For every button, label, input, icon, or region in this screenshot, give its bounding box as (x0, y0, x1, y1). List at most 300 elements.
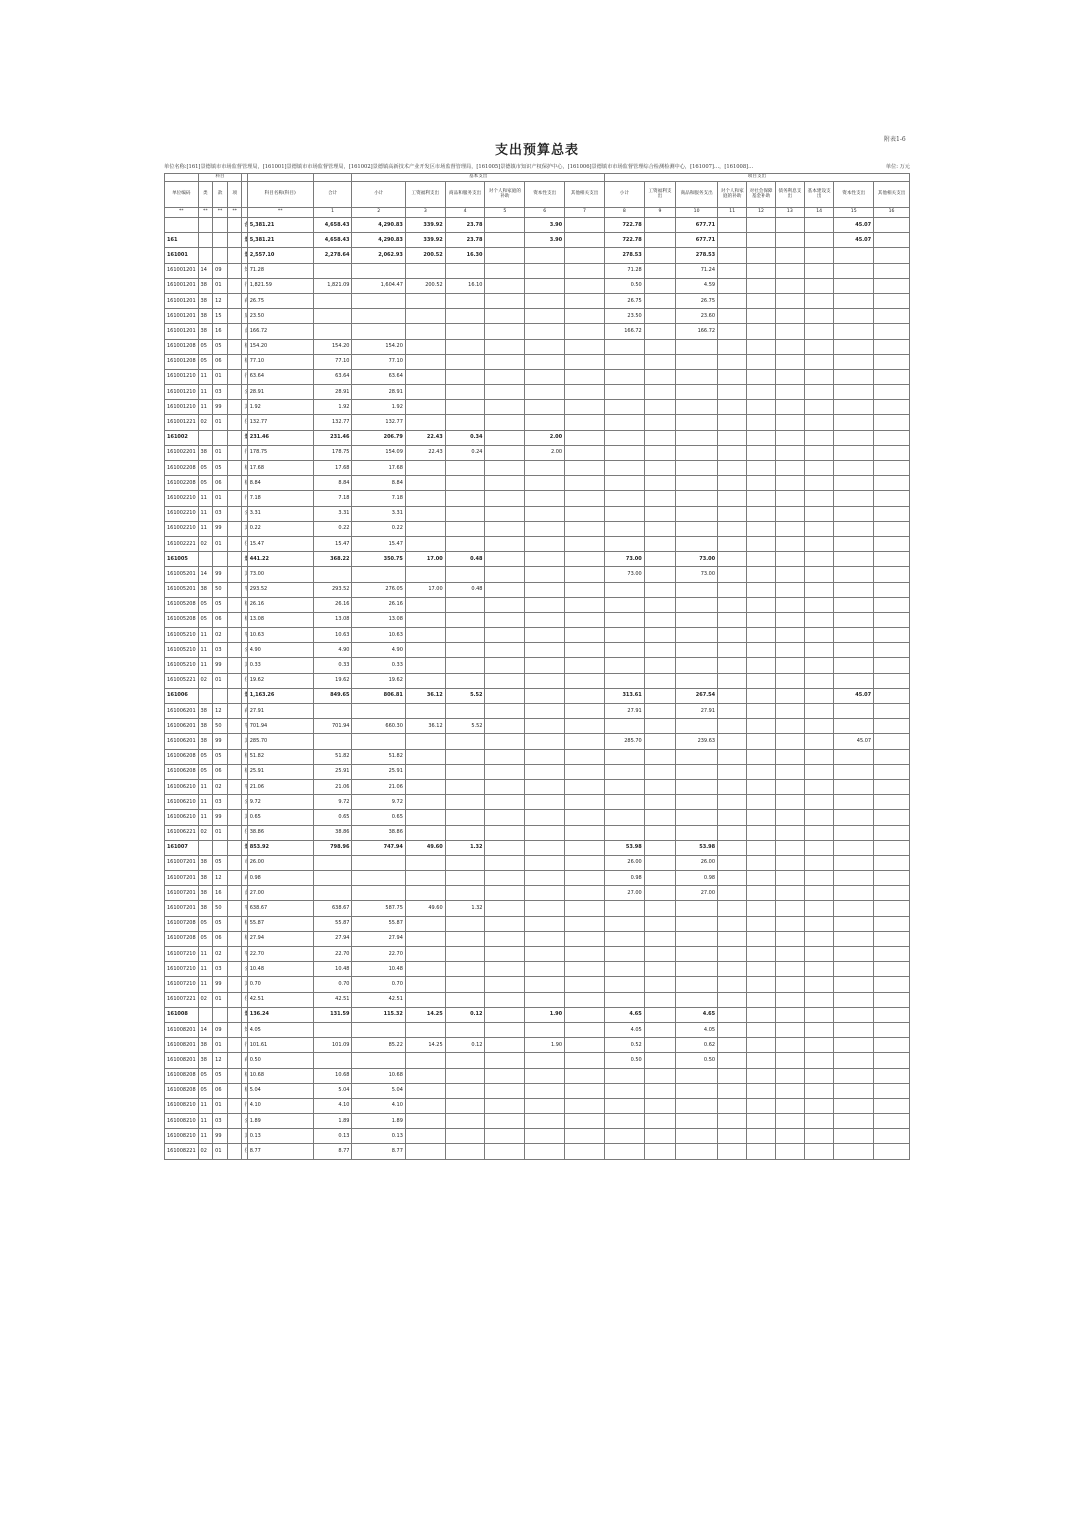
expenditure-budget-table (164, 173, 910, 1160)
amount-cell (718, 931, 747, 946)
subject-name-cell: 4.90 (247, 643, 313, 658)
amount-cell (604, 369, 644, 384)
subject-name-cell: 8.84 (247, 476, 313, 491)
xiang-cell (227, 688, 242, 703)
xiang-cell (227, 1129, 242, 1144)
subtotal-row (165, 430, 910, 445)
amount-cell (718, 400, 747, 415)
amount-cell: 132.77 (352, 415, 405, 430)
amount-cell (565, 1007, 605, 1022)
unit-code-cell: 161007 (165, 840, 199, 855)
kuan-cell (213, 688, 228, 703)
amount-cell (747, 521, 775, 536)
amount-cell (445, 415, 485, 430)
amount-cell (775, 1098, 804, 1113)
amount-cell (445, 628, 485, 643)
index-cell: ** (227, 208, 242, 218)
amount-cell (405, 962, 445, 977)
amount-cell (525, 992, 565, 1007)
amount-cell: 17.00 (405, 552, 445, 567)
page-title: 支出预算总表 (494, 143, 579, 158)
amount-cell (644, 901, 675, 916)
unit-code-cell: 161001210 (165, 400, 199, 415)
amount-cell (718, 461, 747, 476)
xiang-cell (227, 764, 242, 779)
xiang-cell (227, 582, 242, 597)
xiang-cell (227, 233, 242, 248)
amount-cell (747, 339, 775, 354)
amount-cell (874, 415, 910, 430)
index-cell: 16 (874, 208, 910, 218)
amount-cell (644, 658, 675, 673)
amount-cell (405, 871, 445, 886)
amount-cell (565, 461, 605, 476)
amount-cell (565, 764, 605, 779)
subject-name-cell: 154.20 (247, 339, 313, 354)
amount-cell: 4.10 (313, 1098, 352, 1113)
lei-cell: 02 (198, 673, 213, 688)
amount-cell: 2,062.93 (352, 248, 405, 263)
amount-cell (565, 552, 605, 567)
amount-cell: 3.31 (352, 506, 405, 521)
table-row (165, 916, 910, 931)
amount-cell (775, 461, 804, 476)
unit-code-cell: 161001208 (165, 339, 199, 354)
amount-cell (747, 855, 775, 870)
amount-cell (718, 491, 747, 506)
amount-cell: 1,821.09 (313, 278, 352, 293)
amount-cell (485, 1098, 525, 1113)
amount-cell (604, 612, 644, 627)
kuan-cell (213, 1007, 228, 1022)
xiang-cell (227, 445, 242, 460)
amount-cell (352, 704, 405, 719)
table-row (165, 749, 910, 764)
amount-cell: 806.81 (352, 688, 405, 703)
amount-cell (445, 339, 485, 354)
amount-cell (747, 901, 775, 916)
lei-cell (198, 430, 213, 445)
unit-code-cell: 161002201 (165, 445, 199, 460)
amount-cell (805, 263, 834, 278)
subject-name-cell: 9.72 (247, 795, 313, 810)
amount-cell (834, 1144, 874, 1159)
amount-cell: 4.90 (313, 643, 352, 658)
amount-cell: 313.61 (604, 688, 644, 703)
unit-code-cell: 161008210 (165, 1098, 199, 1113)
subject-name-cell: 0.22 (247, 521, 313, 536)
amount-cell (313, 871, 352, 886)
amount-cell (405, 886, 445, 901)
amount-cell (747, 1068, 775, 1083)
xiang-cell (227, 628, 242, 643)
xiang-cell (227, 962, 242, 977)
amount-cell (525, 977, 565, 992)
amount-cell (775, 947, 804, 962)
unit-code-cell: 161 (165, 233, 199, 248)
amount-cell (718, 218, 747, 233)
amount-cell (834, 612, 874, 627)
amount-cell (834, 491, 874, 506)
amount-cell (676, 612, 718, 627)
amount-cell (445, 810, 485, 825)
amount-cell (405, 1022, 445, 1037)
amount-cell (805, 1038, 834, 1053)
amount-cell (485, 947, 525, 962)
lei-cell: 11 (198, 643, 213, 658)
amount-cell: 154.09 (352, 445, 405, 460)
amount-cell (874, 1068, 910, 1083)
amount-cell (565, 916, 605, 931)
unit-code-cell: 161001201 (165, 309, 199, 324)
amount-cell (485, 339, 525, 354)
amount-cell (604, 1129, 644, 1144)
amount-cell (747, 643, 775, 658)
amount-cell: 26.16 (352, 597, 405, 612)
amount-cell (747, 779, 775, 794)
amount-cell: 10.63 (352, 628, 405, 643)
amount-cell (775, 476, 804, 491)
lei-cell: 11 (198, 962, 213, 977)
th-xiang: 项 (227, 182, 242, 208)
amount-cell (644, 719, 675, 734)
amount-cell (405, 354, 445, 369)
amount-cell (525, 552, 565, 567)
amount-cell: 26.00 (676, 855, 718, 870)
amount-cell (565, 673, 605, 688)
amount-cell (874, 795, 910, 810)
amount-cell (525, 719, 565, 734)
amount-cell (405, 643, 445, 658)
amount-cell (775, 764, 804, 779)
amount-cell (445, 947, 485, 962)
amount-cell (676, 719, 718, 734)
amount-cell (525, 354, 565, 369)
amount-cell: 276.05 (352, 582, 405, 597)
unit-code-cell: 161008201 (165, 1038, 199, 1053)
subtotal-row (165, 1007, 910, 1022)
amount-cell: 5.04 (313, 1083, 352, 1098)
amount-cell (834, 461, 874, 476)
amount-cell (405, 764, 445, 779)
unit-code-cell: 161006208 (165, 764, 199, 779)
amount-cell: 23.78 (445, 233, 485, 248)
amount-cell (644, 764, 675, 779)
index-cell: 12 (747, 208, 775, 218)
amount-cell (445, 962, 485, 977)
amount-cell (805, 779, 834, 794)
lei-cell: 38 (198, 871, 213, 886)
xiang-cell (227, 992, 242, 1007)
amount-cell (565, 825, 605, 840)
table-row (165, 825, 910, 840)
amount-cell (834, 293, 874, 308)
th-basic-personal: 对个人和家庭的补助 (485, 182, 525, 208)
amount-cell (834, 658, 874, 673)
amount-cell (775, 354, 804, 369)
kuan-cell: 09 (213, 263, 228, 278)
amount-cell: 77.10 (352, 354, 405, 369)
amount-cell (604, 354, 644, 369)
amount-cell: 1.32 (445, 840, 485, 855)
amount-cell (525, 476, 565, 491)
unit-code-cell: 161002208 (165, 476, 199, 491)
amount-cell: 9.72 (313, 795, 352, 810)
amount-cell (644, 385, 675, 400)
th-subject-name: 科目名称(科目) (247, 182, 313, 208)
amount-cell (805, 658, 834, 673)
table-row (165, 795, 910, 810)
amount-cell (525, 612, 565, 627)
subject-name-cell: 10.63 (247, 628, 313, 643)
amount-cell (676, 1129, 718, 1144)
amount-cell (805, 764, 834, 779)
amount-cell (405, 369, 445, 384)
amount-cell (834, 339, 874, 354)
lei-cell: 11 (198, 947, 213, 962)
amount-cell (775, 931, 804, 946)
amount-cell (874, 278, 910, 293)
unit-code-cell: 161008208 (165, 1068, 199, 1083)
amount-cell: 22.70 (352, 947, 405, 962)
amount-cell (485, 871, 525, 886)
amount-cell (874, 263, 910, 278)
lei-cell: 38 (198, 719, 213, 734)
amount-cell (485, 901, 525, 916)
amount-cell (676, 931, 718, 946)
amount-cell: 1.32 (445, 901, 485, 916)
th-basic-other: 其他相关支出 (565, 182, 605, 208)
amount-cell (676, 445, 718, 460)
amount-cell (644, 536, 675, 551)
unit-code-cell: 161007201 (165, 871, 199, 886)
subject-name-cell: 27.00 (247, 886, 313, 901)
amount-cell (834, 764, 874, 779)
amount-cell (676, 536, 718, 551)
amount-cell: 8.84 (352, 476, 405, 491)
kuan-cell: 02 (213, 779, 228, 794)
amount-cell (834, 871, 874, 886)
amount-cell (445, 324, 485, 339)
amount-cell (604, 1098, 644, 1113)
amount-cell (718, 430, 747, 445)
unit-code-cell: 161001221 (165, 415, 199, 430)
amount-cell (565, 810, 605, 825)
lei-cell: 11 (198, 779, 213, 794)
th-basic-group: 基本支出 (352, 174, 604, 182)
amount-cell: 15.47 (313, 536, 352, 551)
amount-cell (775, 385, 804, 400)
amount-cell (874, 977, 910, 992)
amount-cell: 339.92 (405, 233, 445, 248)
amount-cell (874, 597, 910, 612)
amount-cell (644, 1038, 675, 1053)
amount-cell: 10.68 (313, 1068, 352, 1083)
amount-cell (718, 263, 747, 278)
amount-cell (775, 445, 804, 460)
lei-cell: 05 (198, 931, 213, 946)
amount-cell: 55.87 (352, 916, 405, 931)
subject-name-cell: 8.77 (247, 1144, 313, 1159)
xiang-cell (227, 430, 242, 445)
amount-cell (405, 916, 445, 931)
amount-cell: 132.77 (313, 415, 352, 430)
amount-cell (644, 704, 675, 719)
amount-cell (565, 369, 605, 384)
amount-cell: 27.00 (604, 886, 644, 901)
amount-cell (676, 764, 718, 779)
subject-name-cell: 21.06 (247, 779, 313, 794)
amount-cell (405, 567, 445, 582)
table-row (165, 1129, 910, 1144)
kuan-cell: 03 (213, 643, 228, 658)
amount-cell (747, 719, 775, 734)
amount-cell: 45.07 (834, 233, 874, 248)
amount-cell (565, 704, 605, 719)
lei-cell: 05 (198, 354, 213, 369)
kuan-cell: 06 (213, 931, 228, 946)
amount-cell (834, 855, 874, 870)
amount-cell (445, 1114, 485, 1129)
amount-cell (676, 461, 718, 476)
amount-cell (565, 795, 605, 810)
amount-cell (747, 582, 775, 597)
table-row (165, 369, 910, 384)
amount-cell (805, 886, 834, 901)
xiang-cell (227, 248, 242, 263)
amount-cell (405, 1114, 445, 1129)
th-subject-group: 科目 (198, 174, 242, 182)
amount-cell (718, 1114, 747, 1129)
lei-cell: 38 (198, 704, 213, 719)
amount-cell (874, 1098, 910, 1113)
subject-name-cell: 19.62 (247, 673, 313, 688)
amount-cell (485, 1053, 525, 1068)
amount-cell: 26.00 (604, 855, 644, 870)
amount-cell (485, 673, 525, 688)
subject-name-cell: 132.77 (247, 415, 313, 430)
amount-cell (676, 1098, 718, 1113)
amount-cell: 19.62 (352, 673, 405, 688)
xiang-cell (227, 339, 242, 354)
table-row (165, 810, 910, 825)
amount-cell (718, 293, 747, 308)
amount-cell (676, 992, 718, 1007)
amount-cell (445, 476, 485, 491)
amount-cell (874, 385, 910, 400)
kuan-cell: 16 (213, 324, 228, 339)
amount-cell (676, 506, 718, 521)
amount-cell: 154.20 (313, 339, 352, 354)
amount-cell (874, 339, 910, 354)
table-row (165, 628, 910, 643)
amount-cell (485, 810, 525, 825)
amount-cell (834, 840, 874, 855)
amount-cell (834, 916, 874, 931)
subject-name-cell: 13.08 (247, 612, 313, 627)
amount-cell (718, 795, 747, 810)
amount-cell (485, 248, 525, 263)
amount-cell (604, 977, 644, 992)
amount-cell (747, 688, 775, 703)
amount-cell (405, 658, 445, 673)
xiang-cell (227, 1144, 242, 1159)
amount-cell (874, 536, 910, 551)
amount-cell (874, 430, 910, 445)
amount-cell (352, 309, 405, 324)
amount-cell (805, 445, 834, 460)
amount-cell (718, 445, 747, 460)
index-cell: 13 (775, 208, 804, 218)
amount-cell (874, 1083, 910, 1098)
amount-cell (604, 1068, 644, 1083)
amount-cell: 49.60 (405, 840, 445, 855)
amount-cell: 849.65 (313, 688, 352, 703)
subject-name-cell: 25.91 (247, 764, 313, 779)
amount-cell (874, 400, 910, 415)
lei-cell (198, 552, 213, 567)
index-cell: 7 (565, 208, 605, 218)
amount-cell (805, 1098, 834, 1113)
amount-cell (805, 552, 834, 567)
amount-cell: 27.94 (352, 931, 405, 946)
lei-cell: 05 (198, 461, 213, 476)
amount-cell (525, 749, 565, 764)
amount-cell: 131.59 (313, 1007, 352, 1022)
amount-cell: 0.33 (352, 658, 405, 673)
amount-cell (445, 977, 485, 992)
unit-code-cell: 161006210 (165, 779, 199, 794)
amount-cell (747, 536, 775, 551)
amount-cell (405, 415, 445, 430)
th-project-debt: 债务利息支出 (775, 182, 804, 208)
amount-cell: 2.00 (525, 430, 565, 445)
amount-cell (445, 643, 485, 658)
amount-cell (485, 263, 525, 278)
amount-cell (805, 901, 834, 916)
amount-cell (747, 1022, 775, 1037)
amount-cell (485, 779, 525, 794)
amount-cell (313, 567, 352, 582)
amount-cell (644, 947, 675, 962)
amount-cell (747, 810, 775, 825)
lei-cell: 14 (198, 567, 213, 582)
amount-cell: 51.82 (313, 749, 352, 764)
amount-cell (405, 339, 445, 354)
amount-cell (718, 1038, 747, 1053)
amount-cell (874, 704, 910, 719)
lei-cell: 38 (198, 1053, 213, 1068)
amount-cell (445, 1144, 485, 1159)
amount-cell (352, 855, 405, 870)
amount-cell (525, 248, 565, 263)
amount-cell (676, 749, 718, 764)
amount-cell (805, 871, 834, 886)
amount-cell (775, 658, 804, 673)
amount-cell: 677.71 (676, 218, 718, 233)
xiang-cell (227, 506, 242, 521)
amount-cell (644, 962, 675, 977)
amount-cell (676, 916, 718, 931)
amount-cell (565, 871, 605, 886)
amount-cell (676, 825, 718, 840)
amount-cell (775, 719, 804, 734)
lei-cell (198, 218, 213, 233)
amount-cell (644, 795, 675, 810)
amount-cell (676, 643, 718, 658)
amount-cell (874, 354, 910, 369)
amount-cell (445, 795, 485, 810)
